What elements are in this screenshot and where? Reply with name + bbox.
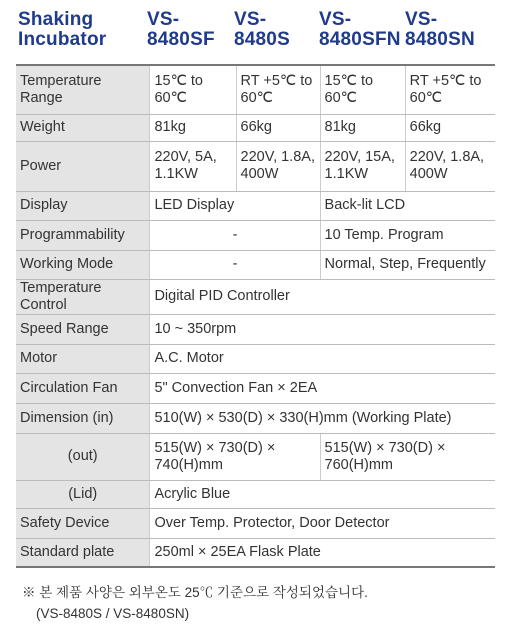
cell-value: 220V, 15A, 1.1KW [320,141,405,191]
table-row [16,114,495,141]
cell-value: 81kg [150,114,236,141]
cell-value: 15℃ to 60℃ [150,65,236,114]
footnote [22,582,368,624]
spec-table [16,64,495,568]
cell-value: RT +5℃ to 60℃ [236,65,320,114]
row-label: Safety Device [16,508,150,538]
cell-value: - [150,220,320,250]
cell-value: 515(W) × 730(D) × 760(H)mm [320,433,495,480]
table-row [16,403,495,433]
row-label: Motor [16,344,150,373]
table-row [16,480,495,508]
row-label: (Lid) [16,480,150,508]
table-row [16,344,495,373]
row-label: Programmability [16,220,150,250]
cell-value: 220V, 1.8A, 400W [236,141,320,191]
table-header [16,0,495,62]
table-row [16,314,495,344]
product-title: Shaking Incubator [18,9,107,50]
cell-value: Back-lit LCD [320,191,495,220]
table-row [16,250,495,279]
table-row [16,279,495,314]
row-label: Standard plate [16,538,150,567]
cell-value: - [150,250,320,279]
cell-value: 15℃ to 60℃ [320,65,405,114]
cell-value: 220V, 5A, 1.1KW [150,141,236,191]
row-label: Working Mode [16,250,150,279]
model-header-8480sfn: VS- 8480SFN [319,9,401,50]
row-label: Display [16,191,150,220]
cell-value: 81kg [320,114,405,141]
cell-value: 515(W) × 730(D) × 740(H)mm [150,433,320,480]
cell-value: A.C. Motor [150,344,495,373]
cell-value: 510(W) × 530(D) × 330(H)mm (Working Plate) [150,403,495,433]
cell-value: 10 ~ 350rpm [150,314,495,344]
cell-value: Digital PID Controller [150,279,495,314]
model-header-8480sf: VS- 8480SF [147,9,215,50]
footnote-line-2: (VS-8480S / VS-8480SN) [36,606,190,621]
cell-value: Over Temp. Protector, Door Detector [150,508,495,538]
cell-value: 250ml × 25EA Flask Plate [150,538,495,567]
row-label: Temperature Range [16,65,150,114]
table-row [16,220,495,250]
row-label: Speed Range [16,314,150,344]
table-row [16,508,495,538]
cell-value: 66kg [236,114,320,141]
cell-value: 5" Convection Fan × 2EA [150,373,495,403]
row-label: (out) [16,433,150,480]
model-header-8480sn: VS- 8480SN [405,9,475,50]
row-label: Weight [16,114,150,141]
cell-value: 66kg [405,114,495,141]
cell-value: Acrylic Blue [150,480,495,508]
cell-value: 220V, 1.8A, 400W [405,141,495,191]
cell-value: Normal, Step, Frequently [320,250,495,279]
model-header-8480s: VS- 8480S [234,9,290,50]
table-row [16,538,495,567]
row-label: Power [16,141,150,191]
row-label: Dimension (in) [16,403,150,433]
table-row [16,373,495,403]
cell-value: LED Display [150,191,320,220]
table-row [16,191,495,220]
row-label: Circulation Fan [16,373,150,403]
row-label: Temperature Control [16,279,150,314]
cell-value: 10 Temp. Program [320,220,495,250]
table-row [16,65,495,114]
cell-value: RT +5℃ to 60℃ [405,65,495,114]
footnote-line-1: ※ 본 제품 사양은 외부온도 25℃ 기준으로 작성되었습니다. [22,585,368,600]
table-row [16,141,495,191]
table-row [16,433,495,480]
